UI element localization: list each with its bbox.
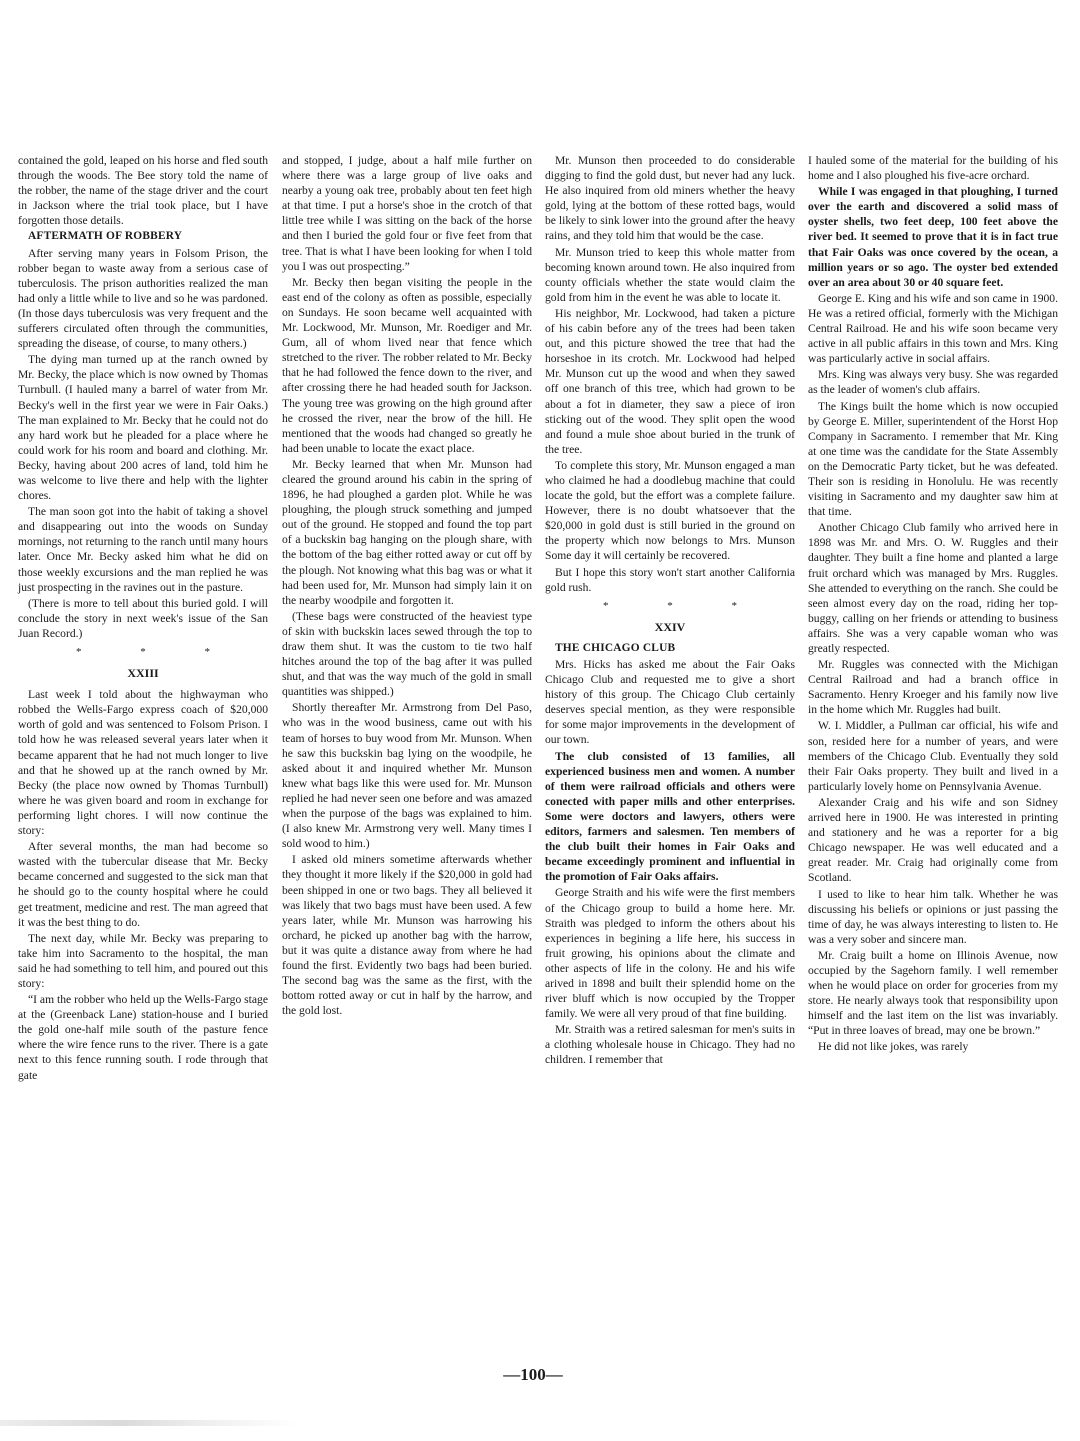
- paragraph: Mr. Straith was a retired salesman for men's suits in a clothing wholesale house in Chicago. They had no children. I remember that: [545, 1023, 795, 1067]
- paragraph: Another Chicago Club family who arrived here in 1898 was Mr. and Mrs. O. W. Ruggles and their daughter. They built a fine home and planted a large fruit orchard which was managed by Mrs. Ruggles. She attended to everything on the ranch. She could be seen almost every day on the road, riding her top-buggy, calling on her friends or attending to business affairs. She was a very capable woman who was greatly respected.: [808, 521, 1058, 655]
- chapter-heading: XXIV: [654, 619, 686, 634]
- section-divider-stars: * * *: [603, 599, 765, 612]
- section-heading: THE CHICAGO CLUB: [555, 641, 676, 654]
- paragraph: (These bags were constructed of the heaviest type of skin with buckskin laces sewed through the top to draw them shut. It was the custom to tie two half hitches around the top of the bag after it was pulled shut, and that was the way much of the gold in small quantities was shipped.): [282, 609, 532, 699]
- paragraph: The man soon got into the habit of taking a shovel and disappearing out into the woods on Sunday mornings, not returning to the ranch until many hours later. Once Mr. Becky asked him what he did on those weekly excursions and the man replied he was just prospecting in the ravines out in the pasture.: [18, 505, 268, 594]
- column-4: [808, 153, 1058, 1056]
- paragraph: Mr. Becky then began visiting the people in the east end of the colony as often as possible, especially on Sundays. He soon became well acquainted with Mr. Lockwood, Mr. Munson, Mr. Roediger and Mr. Gum, all of whom lived near that fence which stretched to the river. The robber related to Mr. Becky that he had followed the fence down to the river, and after crossing there he had headed south for Jackson. The young tree was growing on the high ground after he crossed the river, near the brow of the hill. He mentioned that the woods had changed so greatly he had been unable to locate the exact place.: [282, 275, 532, 455]
- paragraph: Alexander Craig and his wife and son Sidney arrived here in 1900. He was interested in printing and stationery and he was a reporter for a big Chicago newspaper. He was well educated and a great reader. Mr. Craig had originally come from Scotland.: [808, 795, 1058, 885]
- paragraph: The next day, while Mr. Becky was preparing to take him into Sacramento to the hospital, the man said he had something to tell him, and poured out this story:: [18, 931, 268, 990]
- paragraph: His neighbor, Mr. Lockwood, had taken a picture of his cabin before any of the trees had been taken out, and this picture showed the tree that had the horseshoe in its crotch. Mr. Lockwood had helped Mr. Munson cut up the wood and when they sawed off one branch of this tree, which had grown to be about a fot in diameter, they saw a piece of iron sticking out of the wood. They split open the wood and found a mule shoe about buried in the trunk of the tree.: [545, 306, 795, 456]
- paragraph: Last week I told about the highwayman who robbed the Wells-Fargo express coach of $20,000 worth of gold and was sentenced to Folsom Prison. I told how he was released several years later when it became apparent that he had not much longer to live and that he showed up at the ranch owned by Mr. Becky (the place now owned by Thomas Turnbull) where he was given board and room in exchange for performing light chores. I will now continue the story:: [18, 688, 268, 838]
- paragraph: He did not like jokes, was rarely: [818, 1040, 969, 1054]
- paragraph: George E. King and his wife and son came in 1900. He was a retired official, formerly with the Michigan Central Railroad. He and his wife soon became very active in all public affairs in this town and Mrs. King was particularly active in social affairs.: [808, 291, 1058, 366]
- paragraph: contained the gold, leaped on his horse and fled south through the woods. The Bee story told the name of the robber, the name of the stage driver and the court in Jackson where the trial took place, but I have forgotten those details.: [18, 154, 268, 228]
- paragraph: Shortly thereafter Mr. Armstrong from Del Paso, who was in the wood business, came out with his team of horses to buy wood from Mr. Munson. When he saw this buckskin bag lying on the woodpile, he asked about it and inquired whether Mr. Munson knew what bags like this were used for. Mr. Munson replied he had never seen one before and was amazed when the purpose of the bags was explained to him. (I also knew Mr. Armstrong very well. Many times I sold wood to him.): [282, 701, 532, 851]
- paragraph: After several months, the man had become so wasted with the tubercular disease that Mr. Becky became concerned and suggested to the sick man that he should go to the county hospital where he could get treatment, medicine and rest. The man agreed that it was the best thing to do.: [18, 840, 268, 929]
- chapter-heading: XXIII: [127, 666, 159, 681]
- paragraph: Mr. Munson tried to keep this whole matter from becoming known around town. He also inquired from county officials whether the state would claim the gold from him in the event he was able to locate it.: [545, 245, 795, 304]
- page-number: —100—: [503, 1365, 563, 1384]
- paragraph-bold: While I was engaged in that ploughing, I turned over the earth and discovered a solid mass of oyster shells, two feet deep, 100 feet above the river bed. It seemed to prove that it is in fact true that Fair Oaks was once covered by the ocean, a million years or so ago. The oyster bed extended over an area about 30 or 40 square feet.: [808, 185, 1058, 289]
- section-divider-stars: * * *: [76, 646, 238, 658]
- paragraph: Mrs. King was always very busy. She was regarded as the leader of women's club affairs.: [808, 368, 1058, 397]
- paragraph: The dying man turned up at the ranch owned by Mr. Becky, the place which is now owned by Thomas Turnbull. (I hauled many a barrel of water from Mr. Becky's well in the first year we were in Fair Oaks.) The man explained to Mr. Becky that he could not do any hard work but he pleaded for a place where he could work for his room and board and clothing. Mr. Becky, having about 200 acres of land, told him he was welcome to live there and help with the lighter chores.: [18, 353, 268, 503]
- column-1: [18, 153, 268, 1084]
- scan-artifact: [0, 1420, 300, 1426]
- paragraph: (There is more to tell about this buried gold. I will conclude the story in next week's issue of the San Juan Record.): [18, 596, 268, 640]
- section-heading: AFTERMATH OF ROBBERY: [28, 230, 183, 243]
- paragraph: Mr. Munson then proceeded to do considerable digging to find the gold dust, but never had any luck. He also inquired from old miners whether the heavy gold, lying at the bottom of these rotted bags, would be likely to sink lower into the ground after the heavy rains, and they told him that would be the case.: [545, 154, 795, 243]
- paragraph: George Straith and his wife were the first members of the Chicago group to build a home here. Mr. Straith was pledged to inform the others about his experiences in begining a life here, his success in fruit growing, his opinions about the climate and other aspects of life in the colony. He and his wife arived in 1898 and built their splendid home on the river bluff which is now occupied by the Tropper family. We were all very proud of that fine building.: [545, 886, 795, 1021]
- paragraph: I asked old miners sometime afterwards whether they thought it more likely if the $20,000 in gold had been shipped in one or two bags. They all believed it was likely that two bags must have been used. A few years later, while Mr. Munson was harrowing his orchard, he picked up another bag with the harrow, but it was quite a distance away from where he had found the first. Evidently two bags had been buried. The second bag was the same as the first, with the bottom rotted away or cut in half by the harrow, and the gold lost.: [282, 853, 532, 1018]
- paragraph-bold: The club consisted of 13 families, all experienced business men and women. A number of them were railroad officials and others were conected with paper mills and other enterprises. Some were doctors and lawyers, others were editors, farmers and salesmen. Ten members of the club built their homes in Fair Oaks and became exceedingly prominent and influential in the promotion of Fair Oaks affairs.: [545, 749, 795, 884]
- paragraph: I used to like to hear him talk. Whether he was discussing his beliefs or opinions or just passing the time of day, he was always interesting to listen to. He was a very sober and sincere man.: [808, 887, 1058, 946]
- paragraph: After serving many years in Folsom Prison, the robber began to waste away from a serious case of tuberculosis. The prison authorities realized the man had only a little while to live and so he was pardoned. (In those days tuberculosis was very frequent and the sufferers circulated often through the communities, spreading the disease, of course, to many others.): [18, 246, 268, 351]
- column-3: [545, 153, 795, 1069]
- paragraph: Mr. Craig built a home on Illinois Avenue, now occupied by the Sagehorn family. I well remember when he would place on order for groceries from my store. He nearly always took that responsibility upon himself and the last item on the list was invariably. “Put in three loaves of bread, may one be brown.”: [808, 948, 1058, 1038]
- paragraph: But I hope this story won't start another California gold rush.: [545, 565, 795, 594]
- paragraph: “I am the robber who held up the Wells-Fargo stage at the (Greenback Lane) station-house and I buried the gold one-half mile south of the pasture fence where the wire fence runs to the river. There is a gate next to this fence running south. I rode through that gate: [18, 993, 268, 1082]
- paragraph: W. I. Middler, a Pullman car official, his wife and son, resided here for a number of years, and were members of the Chicago Club. Eventually they sold their Fair Oaks property. They built and lived in a particularly lovely home on Pennsylvania Avenue.: [808, 719, 1058, 793]
- paragraph: Mrs. Hicks has asked me about the Fair Oaks Chicago Club and requested me to give a short history of this group. The Chicago Club certainly deserves special mention, as they were responsible for some major improvements in the development of our town.: [545, 658, 795, 747]
- paragraph: I hauled some of the material for the building of his home and I also ploughed his five-acre orchard.: [808, 154, 1058, 183]
- column-2: [282, 153, 532, 1019]
- paragraph: To complete this story, Mr. Munson engaged a man who claimed he had a doodlebug machine that could locate the gold, but the effort was a complete failure. However, there is no doubt whatsoever that the $20,000 in gold dust is still buried in the ground on the property which now belongs to Mrs. Munson Some day it will certainly be recovered.: [545, 458, 795, 563]
- paragraph: The Kings built the home which is now occupied by George E. Miller, superintendent of the Horst Hop Company in Sacramento. I remember that Mr. King at one time was the candidate for the State Assembly on the Democratic Party ticket, but he was defeated. Their son is residing in Honolulu. He was recently visiting in Sacramento and my daughter saw him at that time.: [808, 399, 1058, 519]
- paragraph: and stopped, I judge, about a half mile further on where there was a large group of live oaks and nearby a young oak tree, probably about ten feet high at that time. I put a horse's shoe in the crotch of that little tree while I was sitting on the back of the horse and then I buried the gold four or five feet from that tree. That is what I have been looking for when I told you I was out prospecting.”: [282, 154, 532, 273]
- paragraph: Mr. Ruggles was connected with the Michigan Central Railroad and had a branch office in Sacramento. Henry Kroeger and his family now live in the home which Mr. Ruggles had built.: [808, 658, 1058, 717]
- paragraph: Mr. Becky learned that when Mr. Munson had cleared the ground around his cabin in the spring of 1896, he had ploughed a garden plot. While he was ploughing, the plough struck something and jumped out of the ground. He stopped and found the top part of a buckskin bag hanging on the plough share, with the bottom of the bag either rotted away or cut off by the plough. Not knowing what this bag was or what it had been used for, Mr. Munson had simply lain it on the nearby woodpile and forgotten it.: [282, 457, 532, 607]
